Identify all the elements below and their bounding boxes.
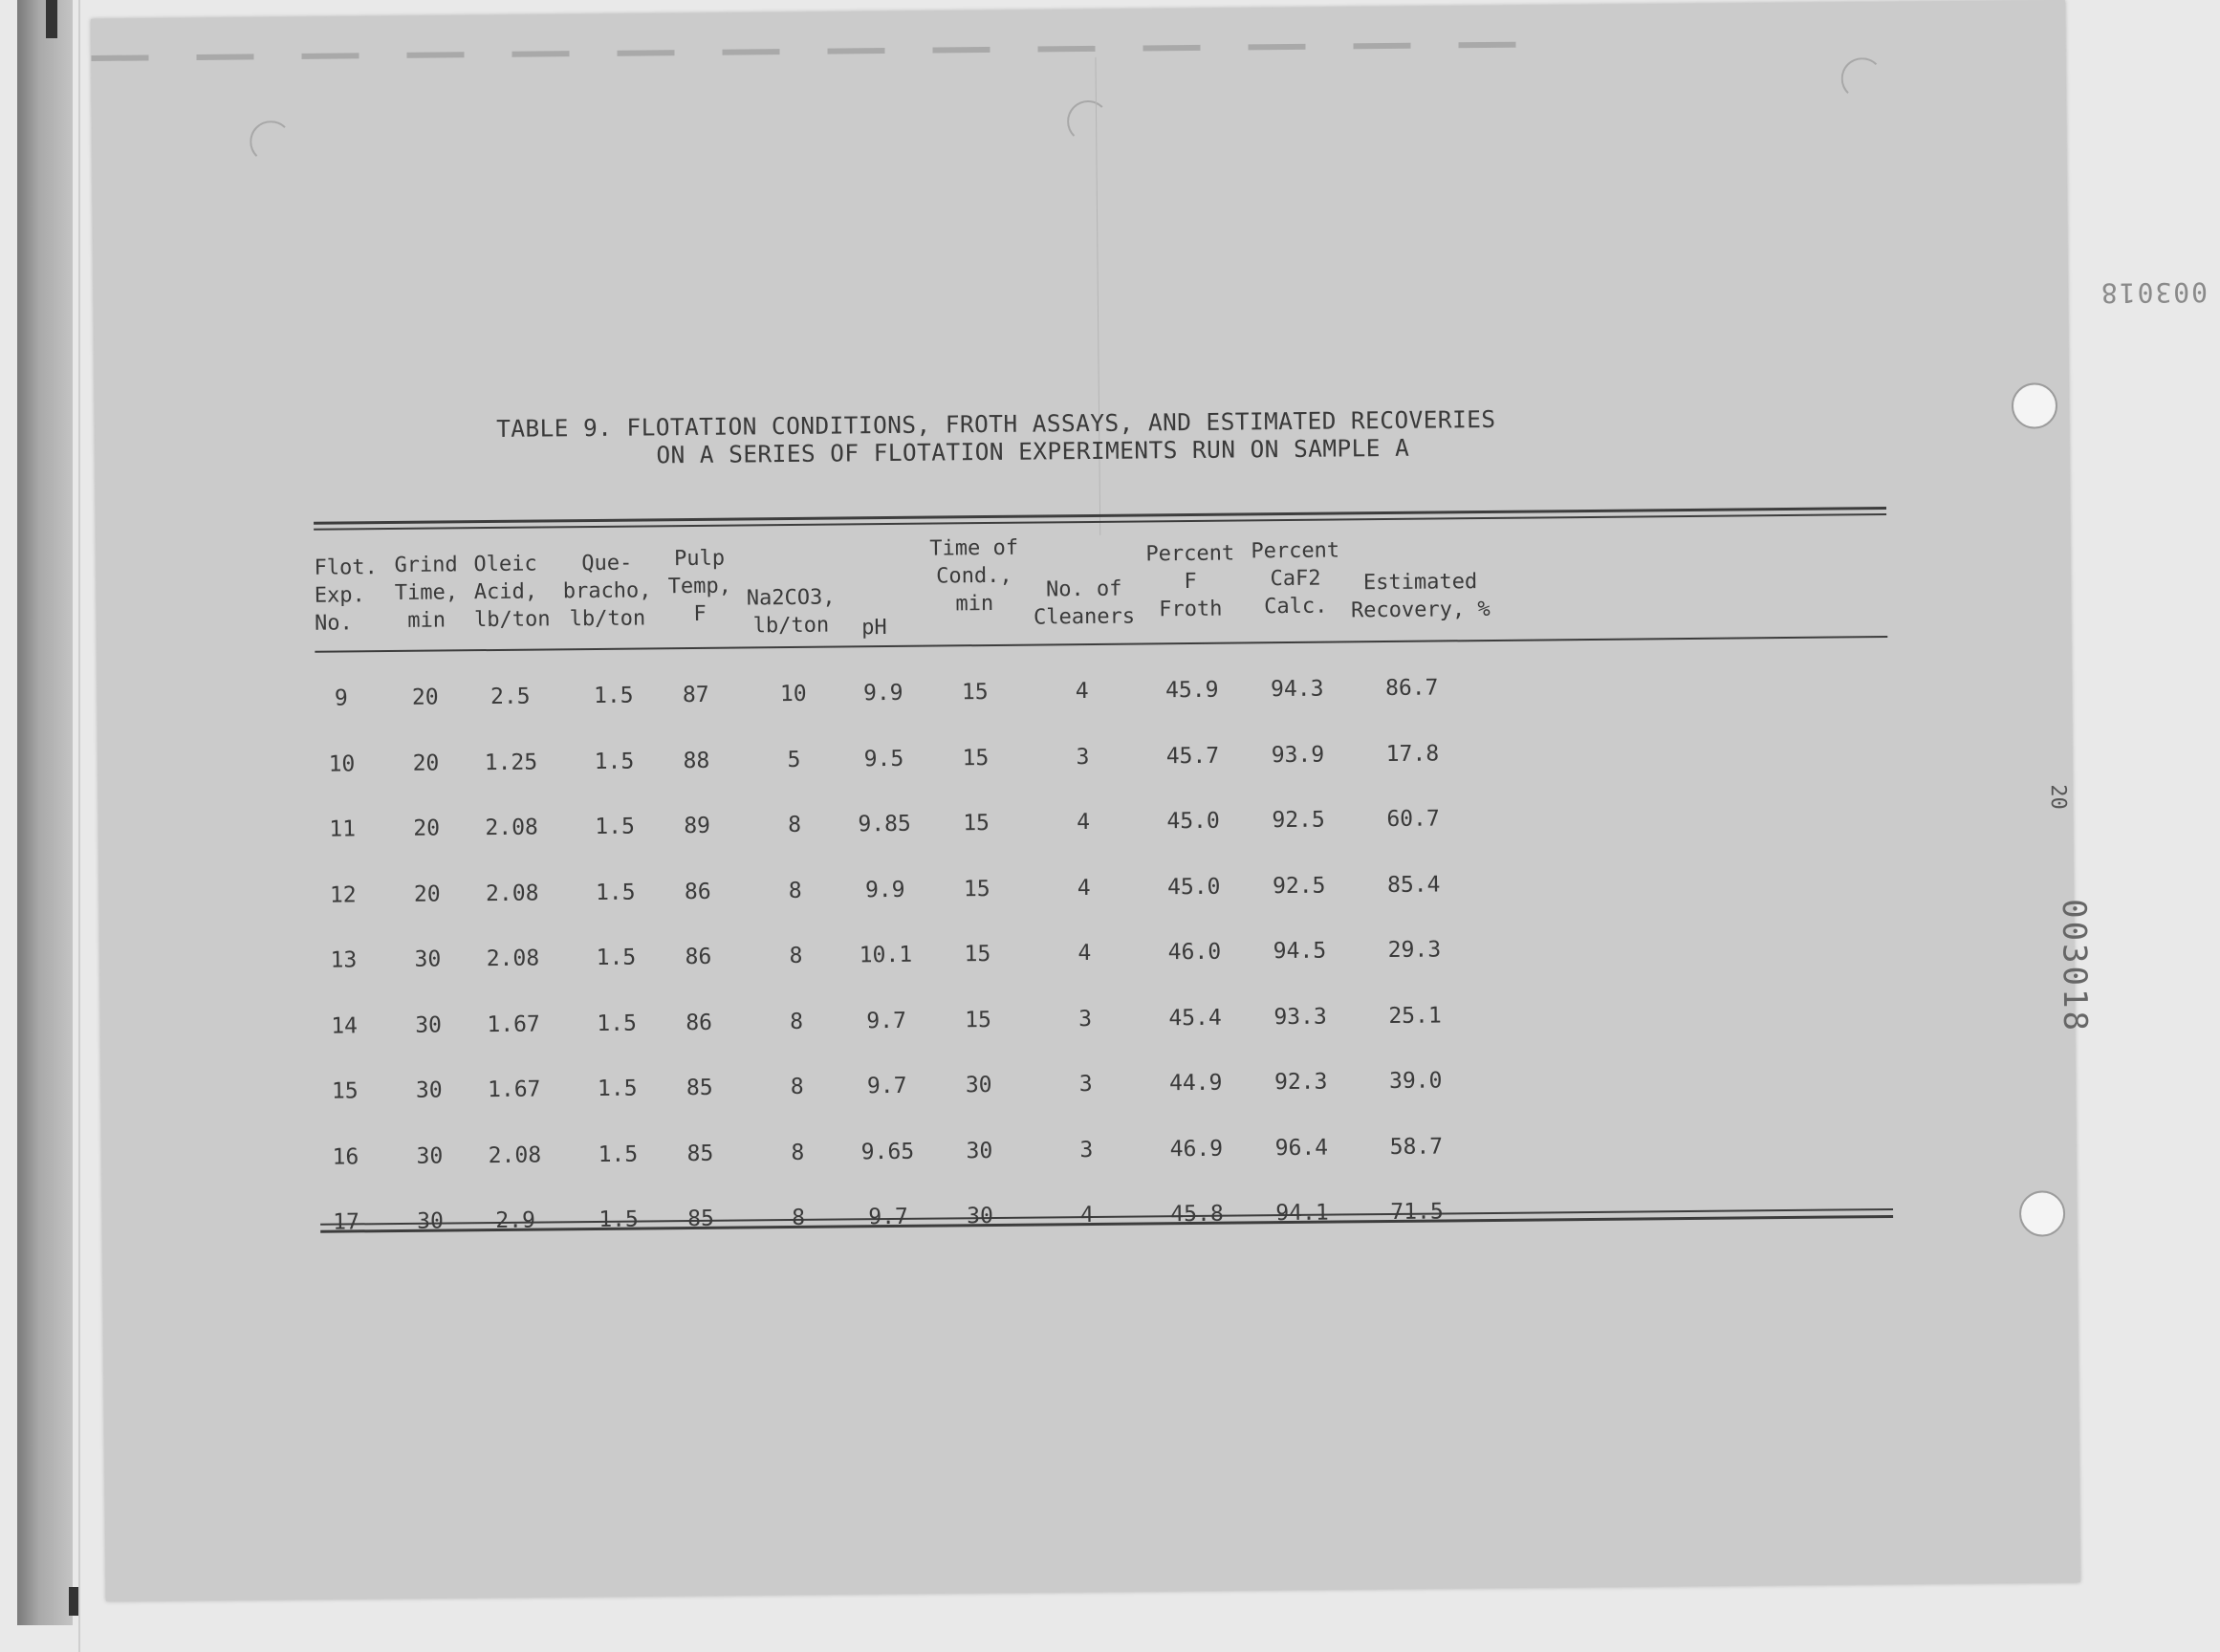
column-header-line: F [1184, 569, 1197, 595]
table-cell: 46.0 [1167, 939, 1222, 966]
table-cell: 58.7 [1389, 1133, 1444, 1160]
column-header [1145, 540, 1235, 624]
table-cell: 30 [414, 946, 442, 972]
table-cell: 9.9 [862, 680, 903, 706]
table-cell: 1.5 [595, 814, 636, 839]
table-cell: 86.7 [1384, 675, 1439, 702]
table-cell: 8 [791, 1140, 805, 1165]
document-id: 003018 [2054, 898, 2095, 1034]
table-cell: 8 [788, 812, 802, 838]
table-cell: 2.5 [490, 684, 531, 710]
table-cell: 30 [415, 1077, 443, 1103]
column-header-line: Calc. [1264, 594, 1328, 620]
table-cell: 30 [966, 1138, 993, 1163]
table-cell: 4 [1075, 679, 1089, 705]
table-cell: 1.5 [597, 1011, 637, 1036]
table-cell: 45.0 [1166, 808, 1220, 835]
table-cell: 3 [1078, 1071, 1093, 1098]
table-cell: 15 [963, 876, 990, 902]
table-cell: 1.5 [594, 749, 635, 774]
table-title-line: ON A SERIES OF FLOTATION EXPERIMENTS RUN ON SAMPLE A [656, 433, 1410, 469]
table-cell: 8 [789, 943, 803, 969]
punch-hole [2012, 382, 2057, 428]
table-cell: 4 [1079, 1202, 1095, 1228]
table-cell: 30 [415, 1012, 443, 1038]
column-header [1351, 568, 1491, 624]
table-cell: 13 [330, 947, 358, 973]
column-header-line: Froth [1159, 597, 1223, 622]
table-cell: 92.5 [1272, 873, 1326, 899]
table-cell: 9.7 [868, 1204, 908, 1230]
table-cell: 85 [686, 1075, 713, 1101]
column-header [1034, 576, 1136, 632]
table-cell: 85.4 [1386, 871, 1441, 898]
column-header-line: Pulp [673, 546, 726, 572]
table-cell: 45.4 [1168, 1005, 1222, 1031]
document-sheet [91, 0, 2209, 1601]
table-cell: 46.9 [1169, 1136, 1224, 1162]
column-header-line: Time of [929, 535, 1019, 561]
column-header-line: No. [314, 611, 353, 636]
column-header-line: No. of [1045, 576, 1122, 602]
table-cell: 92.3 [1273, 1069, 1328, 1096]
table-cell: 87 [682, 682, 709, 708]
table-cell: 20 [413, 881, 441, 907]
column-header [861, 614, 887, 641]
column-header [667, 545, 731, 629]
table-cell: 9 [334, 685, 348, 711]
column-header-line: bracho, [562, 578, 652, 604]
table-cell: 39.0 [1388, 1068, 1443, 1095]
column-header [314, 554, 378, 638]
column-header-line: Grind [394, 553, 458, 577]
table-cell: 89 [684, 813, 711, 839]
table-cell: 96.4 [1274, 1135, 1329, 1161]
table-cell: 94.3 [1270, 676, 1324, 703]
table-cell: 8 [790, 1074, 804, 1100]
column-header-line: Oleic [473, 552, 537, 577]
table-cell: 4 [1077, 941, 1092, 967]
table-cell: 17 [333, 1209, 360, 1235]
table-cell: 1.67 [487, 1011, 540, 1037]
table-cell: 45.0 [1166, 874, 1221, 900]
column-header-line: Recovery, % [1350, 597, 1491, 623]
table-cell: 1.5 [595, 880, 636, 905]
table-cell: 8 [788, 878, 802, 903]
table-cell: 45.8 [1170, 1201, 1224, 1228]
table-cell: 93.9 [1271, 742, 1325, 768]
table-cell: 8 [792, 1205, 806, 1231]
column-header-line: min [955, 591, 994, 617]
table-cell: 15 [962, 745, 990, 771]
table-cell: 15 [961, 680, 989, 706]
table-cell: 10.1 [859, 942, 913, 968]
column-header-line: F [693, 601, 707, 626]
table-cell: 30 [967, 1203, 994, 1229]
column-header [747, 584, 836, 641]
table-cell: 20 [412, 750, 440, 776]
table-cell: 9.5 [863, 746, 904, 772]
table-cell: 1.25 [484, 750, 538, 775]
column-header-line: lb/ton [752, 613, 830, 639]
table-cell: 9.85 [858, 811, 911, 837]
table-cell: 45.7 [1165, 743, 1220, 769]
table-cell: 1.5 [599, 1206, 639, 1232]
table-cell: 15 [964, 942, 991, 967]
column-header-line: pH [861, 616, 887, 641]
table-cell: 4 [1077, 810, 1091, 836]
table-title [496, 404, 1549, 470]
column-header [394, 551, 458, 635]
column-header-line: Percent [1145, 541, 1235, 567]
column-header-line: Na2CO3, [746, 585, 836, 611]
table-cell: 10 [328, 750, 356, 777]
column-header-line: Estimated [1362, 570, 1478, 596]
table-cell: 4 [1077, 875, 1091, 901]
column-header-line: Flot. [314, 555, 378, 580]
table-cell: 9.7 [866, 1008, 906, 1033]
table-cell: 20 [411, 685, 439, 710]
table-cell: 30 [417, 1208, 445, 1234]
table-cell: 1.5 [596, 945, 637, 970]
table-cell: 15 [963, 811, 990, 837]
binding-strip [17, 0, 73, 1625]
table-cell: 8 [790, 1009, 804, 1034]
corner-mark [1840, 57, 1883, 99]
table-cell: 9.7 [866, 1073, 907, 1099]
corner-mark [250, 120, 292, 163]
table-cell: 10 [779, 681, 807, 707]
margin-line [78, 0, 80, 1652]
table-cell: 1.67 [487, 1076, 541, 1103]
column-header-line: Que- [581, 551, 633, 576]
table-cell: 1.5 [593, 683, 634, 708]
punch-hole [2019, 1190, 2065, 1236]
table-cell: 2.08 [485, 880, 539, 906]
table-cell: 1.5 [598, 1141, 639, 1167]
column-header-line: lb/ton [569, 606, 646, 632]
table-cell: 71.5 [1390, 1199, 1444, 1226]
corner-mark [1067, 100, 1109, 142]
column-header-line: Acid, [473, 579, 538, 605]
table-cell: 3 [1078, 1006, 1093, 1032]
table-cell: 25.1 [1388, 1002, 1442, 1029]
table-cell: 15 [331, 1078, 359, 1104]
column-header-line: Percent [1251, 538, 1340, 564]
table-cell: 20 [413, 815, 441, 841]
binding-edge [69, 1587, 78, 1616]
table-cell: 11 [329, 816, 357, 842]
table-cell: 2.08 [488, 1142, 542, 1168]
table-cell: 94.1 [1275, 1200, 1329, 1227]
table-cell: 88 [683, 748, 710, 773]
column-header [562, 549, 652, 633]
column-header-line: CaF2 [1270, 566, 1321, 592]
table-cell: 93.3 [1273, 1004, 1327, 1030]
top-ruler [91, 42, 1525, 61]
table-cell: 12 [329, 881, 357, 908]
table-cell: 29.3 [1387, 937, 1442, 964]
table-cell: 3 [1076, 744, 1090, 770]
column-header [929, 534, 1019, 619]
table-cell: 17.8 [1385, 740, 1440, 767]
table-cell: 85 [686, 1141, 714, 1166]
column-header-line: Cleaners [1033, 604, 1136, 630]
table-cell: 2.08 [485, 815, 538, 841]
table-cell: 92.5 [1272, 807, 1325, 834]
table-cell: 86 [684, 879, 711, 904]
document-id-bleed: 003018 [2099, 275, 2209, 309]
column-header-line: Cond., [936, 563, 1012, 589]
table-cell: 2.08 [486, 946, 540, 972]
table-cell: 14 [331, 1012, 359, 1039]
table-cell: 5 [787, 747, 801, 772]
column-header-line: lb/ton [473, 607, 551, 633]
column-header [1251, 536, 1340, 620]
table-cell: 1.5 [597, 1076, 638, 1101]
header-rule [315, 636, 1887, 653]
table-cell: 94.5 [1273, 938, 1327, 965]
table-cell: 30 [965, 1073, 992, 1098]
table-cell: 15 [965, 1007, 992, 1032]
table-cell: 2.9 [495, 1207, 535, 1233]
column-header [473, 550, 550, 634]
table-cell: 86 [686, 1010, 713, 1035]
table-cell: 9.9 [864, 877, 905, 902]
table-cell: 85 [687, 1206, 715, 1232]
binding-edge [46, 0, 57, 38]
table-cell: 44.9 [1168, 1070, 1223, 1097]
column-header-line: min [407, 608, 446, 633]
column-header-line: Exp. [314, 583, 365, 608]
table-cell: 45.9 [1164, 677, 1219, 704]
table-cell: 3 [1079, 1137, 1094, 1163]
table-cell: 30 [416, 1143, 444, 1169]
column-header-line: Time, [394, 580, 459, 605]
table-cell: 9.65 [860, 1139, 915, 1164]
page-number: 20 [2045, 784, 2071, 810]
column-header-line: Temp, [667, 574, 732, 599]
table-cell: 16 [332, 1143, 359, 1170]
table-cell: 60.7 [1386, 806, 1440, 833]
table-title-line: TABLE 9. FLOTATION CONDITIONS, FROTH ASSAYS, AND ESTIMATED RECOVERIES [495, 404, 1496, 443]
table-cell: 86 [685, 944, 712, 970]
